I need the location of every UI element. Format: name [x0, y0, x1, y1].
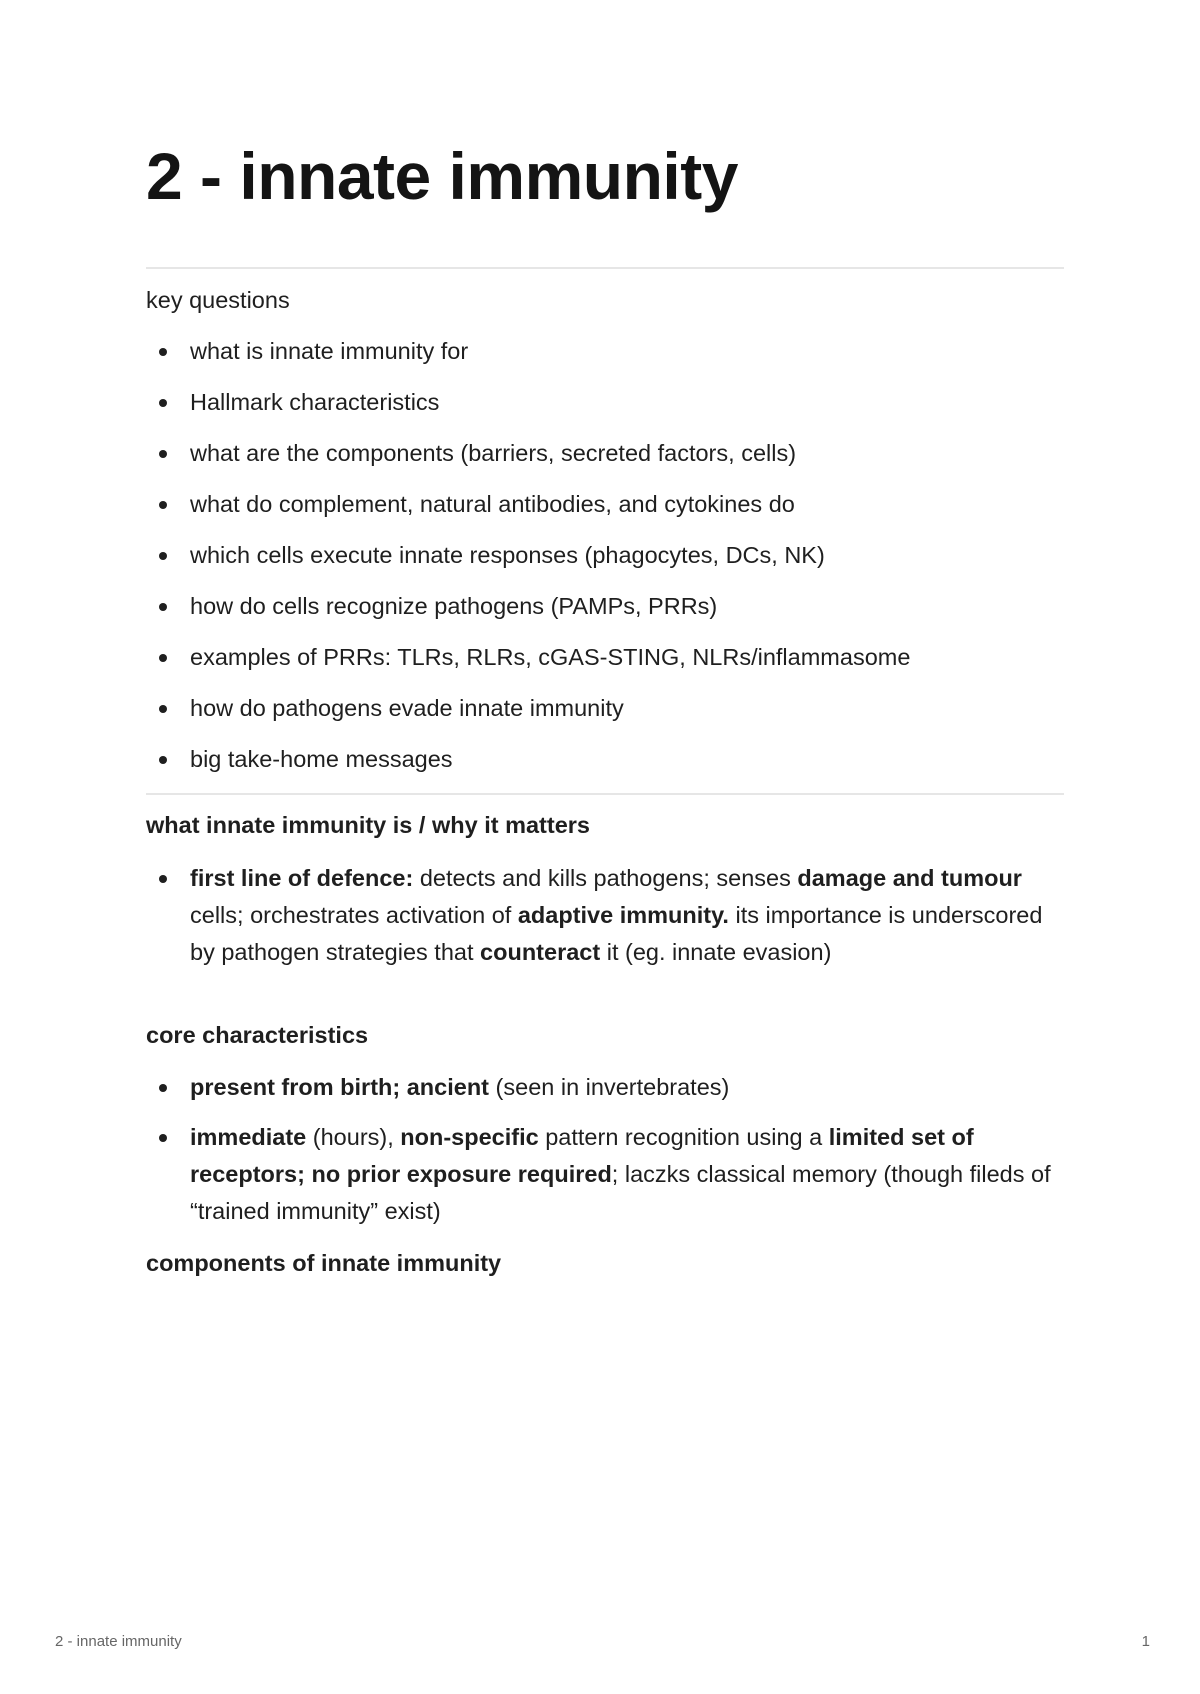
list-item: what is innate immunity for	[146, 333, 1064, 384]
bold-text: present from birth; ancient	[190, 1074, 490, 1100]
footer-doc-title: 2 - innate immunity	[55, 1633, 182, 1650]
list-item: Hallmark characteristics	[146, 384, 1064, 435]
core-heading: core characteristics	[146, 1022, 369, 1048]
why-heading: what innate immunity is / why it matters	[146, 812, 590, 838]
page-title: 2 - innate immunity	[146, 139, 738, 213]
list-item	[146, 860, 1064, 971]
text: its importance is underscored by pathogen strategies that	[190, 902, 1043, 965]
list-item	[146, 1119, 1064, 1230]
divider	[146, 793, 1064, 795]
list-item: what are the components (barriers, secreted factors, cells)	[146, 435, 1064, 486]
text: detects and kills pathogens; senses	[413, 865, 798, 891]
text: (seen in invertebrates)	[489, 1074, 730, 1100]
bold-text: adaptive immunity.	[517, 902, 729, 928]
list-item: which cells execute innate responses (phagocytes, DCs, NK)	[146, 537, 1064, 588]
bold-text: immediate	[190, 1124, 307, 1150]
list-item: what do complement, natural antibodies, and cytokines do	[146, 486, 1064, 537]
list-item: how do cells recognize pathogens (PAMPs, PRRs)	[146, 588, 1064, 639]
divider	[146, 267, 1064, 269]
core-list	[146, 1069, 1064, 1243]
list-item: how do pathogens evade innate immunity	[146, 690, 1064, 741]
bold-text: damage and tumour	[797, 865, 1022, 891]
bold-text: counteract	[480, 939, 601, 965]
why-list	[146, 860, 1064, 971]
bold-text: non-specific	[400, 1124, 539, 1150]
text: it (eg. innate evasion)	[600, 939, 832, 965]
key-questions-label: key questions	[146, 287, 290, 313]
text: ; laczks classical memory (though fileds of “trained immunity” exist)	[190, 1161, 1051, 1224]
footer-page-number: 1	[1141, 1633, 1150, 1650]
text: pattern recognition using a	[538, 1124, 829, 1150]
text: (hours),	[306, 1124, 401, 1150]
list-item: examples of PRRs: TLRs, RLRs, cGAS-STING, NLRs/inflammasome	[146, 639, 1064, 690]
bold-text: limited set of receptors; no prior exposure required	[190, 1124, 974, 1187]
list-item	[146, 1069, 1064, 1106]
text: cells; orchestrates activation of	[190, 902, 518, 928]
bold-text: first line of defence:	[190, 865, 414, 891]
key-questions-list	[146, 333, 1064, 792]
components-heading: components of innate immunity	[146, 1250, 502, 1276]
list-item: big take-home messages	[146, 741, 1064, 792]
